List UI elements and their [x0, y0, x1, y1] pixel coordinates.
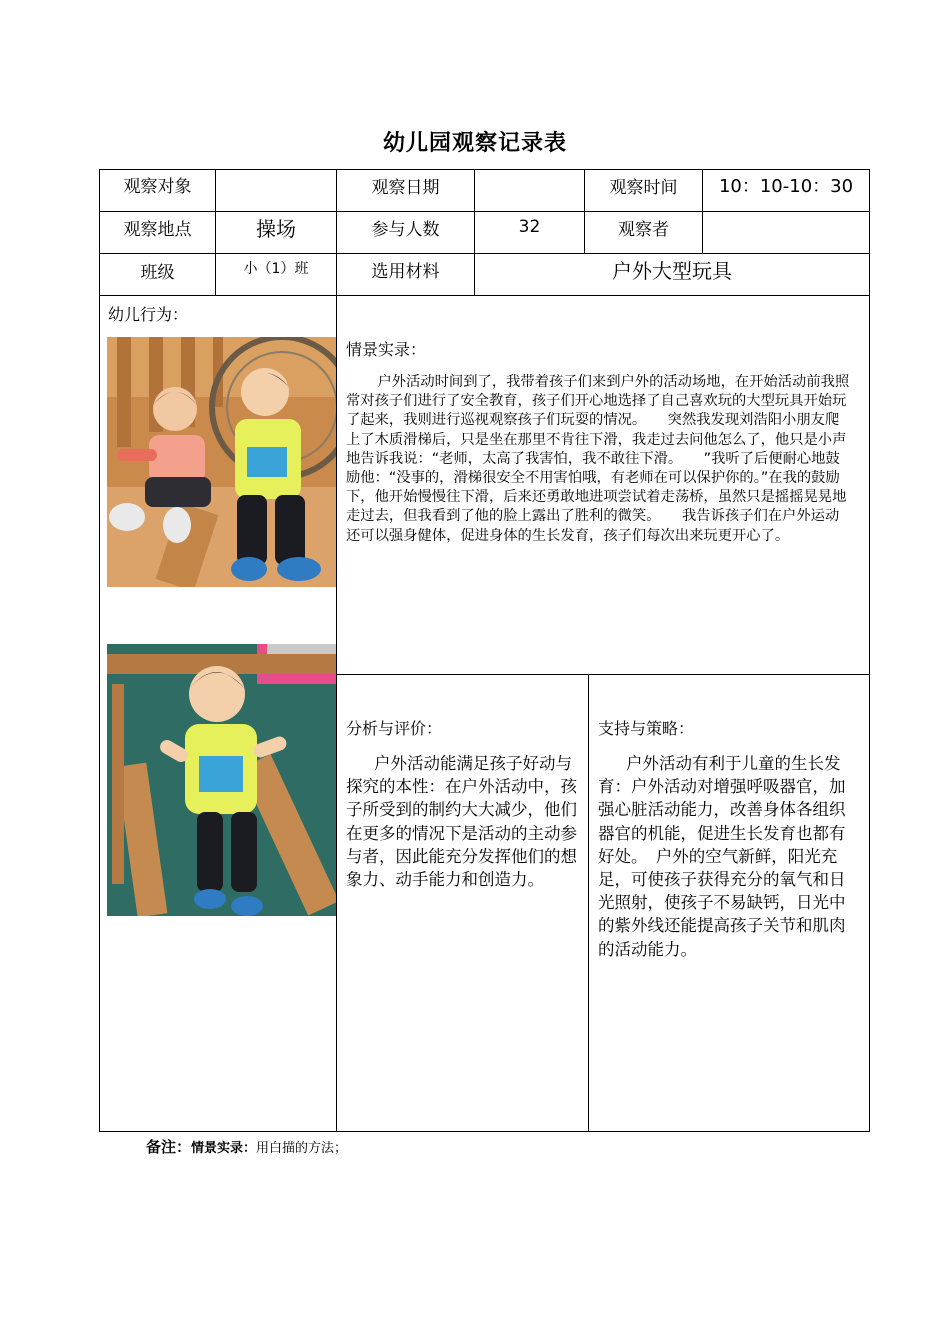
value-observation-date: [475, 170, 584, 211]
footnote-lead: 备注：: [146, 1138, 192, 1156]
value-observation-place: 操场: [256, 216, 296, 241]
value-observer: [703, 212, 869, 253]
label-material: 选用材料: [371, 261, 440, 282]
label-observation-time: 观察时间: [609, 177, 678, 198]
observation-table: [99, 169, 870, 1132]
photo-children-on-slide: [107, 337, 336, 587]
value-participant-count: 32: [518, 217, 541, 237]
footnote: [146, 1136, 347, 1157]
value-class: 小（1）班: [243, 261, 309, 277]
value-observation-time: 10：10-10：30: [718, 176, 854, 197]
label-observation-place: 观察地点: [123, 219, 192, 240]
strategy-label: 支持与策略：: [598, 719, 695, 738]
value-observation-object: [216, 170, 336, 211]
label-class: 班级: [140, 262, 175, 283]
footnote-text: 用白描的方法；: [256, 1141, 348, 1156]
value-material: 户外大型玩具: [612, 258, 732, 283]
child-behavior-label: 幼儿行为：: [108, 305, 189, 324]
label-observer: 观察者: [618, 219, 669, 240]
scene-record-text: 户外活动时间到了，我带着孩子们来到户外的活动场地，在开始活动前我照常对孩子们进行了安全教育，孩子们开心地选择了自己喜欢玩的大型玩具开始玩了起来，我则进行巡视观察孩子们玩耍的情况。 突然我发现刘浩阳小朋友爬上了木质滑梯后，只是坐在那里不肯往下滑，我走过去问他怎么了，他只是小声地告诉我说：“老师，太高了我害怕，我不敢往下滑。 ”我听了后便耐心地鼓励他：“没事的，滑梯很安全不用害怕哦，有老师在可以保护你的。”在我的鼓励下，他开始慢慢往下滑，后来还勇敢地进项尝试着走荡桥，虽然只是摇摇晃晃地走过去，但我看到了他的脸上露出了胜利的微笑。 我告诉孩子们在户外运动还可以强身健体，促进身体的生长发育，孩子们每次出来玩更开心了。: [346, 374, 850, 544]
footnote-label: 情景实录：: [191, 1141, 257, 1156]
photo-child-on-rope-bridge: [107, 644, 336, 916]
page-title: 幼儿园观察记录表: [382, 131, 567, 156]
label-observation-object: 观察对象: [123, 176, 192, 197]
scene-record-label: 情景实录：: [346, 340, 427, 359]
strategy-text: 户外活动有利于儿童的生长发育：户外活动对增强呼吸器官，加强心脏活动能力，改善身体各组织器官的机能，促进生长发育也都有好处。 户外的空气新鲜，阳光充足，可使孩子获得充分的氧气和日光照射，使孩子不易缺钙，日光中的紫外线还能提高孩子关节和肌肉的活动能力。: [598, 754, 846, 959]
analysis-label: 分析与评价：: [346, 719, 443, 738]
label-participant-count: 参与人数: [371, 219, 440, 240]
analysis-text: 户外活动能满足孩子好动与探究的本性：在户外活动中，孩子所受到的制约大大减少，他们在更多的情况下是活动的主动参与者，因此能充分发挥他们的想象力、动手能力和创造力。: [346, 754, 577, 890]
label-observation-date: 观察日期: [371, 177, 440, 198]
